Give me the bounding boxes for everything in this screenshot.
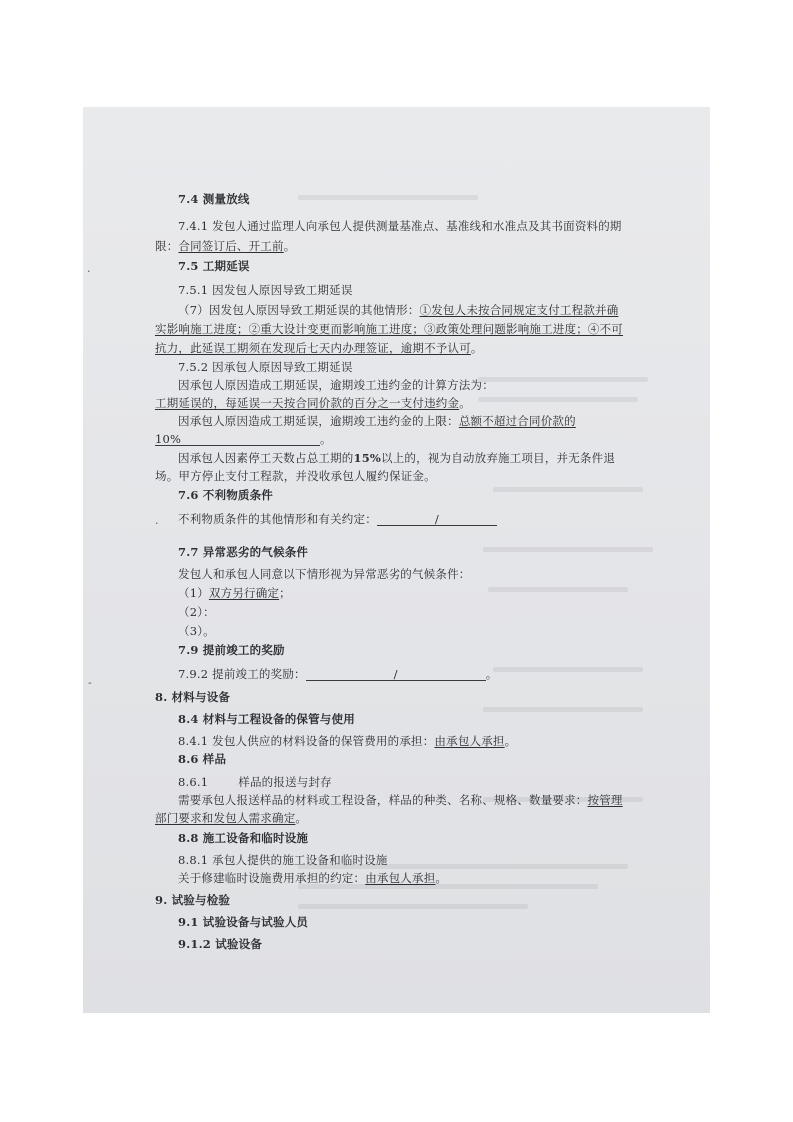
heading-7-5-1: 7.5.1 因发包人原因导致工期延误 — [178, 283, 353, 297]
heading-9: 9. 试验与检验 — [155, 893, 231, 907]
heading-9-1: 9.1 试验设备与试验人员 — [178, 915, 309, 929]
clause-8-6-line1: 需要承包人报送样品的材料或工程设备，样品的种类、名称、规格、数量要求：按管理 — [178, 793, 623, 807]
heading-8-6: 8.6 样品 — [178, 752, 227, 766]
clause-7-5-2-line2: 工期延误的，每延误一天按合同价款的百分之一支付违约金。 — [155, 396, 471, 410]
clause-8-8-line1: 关于修建临时设施费用承担的约定：由承包人承担。 — [178, 871, 448, 885]
clause-7-4-1-line2: 限：合同签订后、开工前。 — [155, 239, 296, 253]
heading-7-5-2: 7.5.2 因承包人原因导致工期延误 — [178, 360, 353, 374]
clause-7-5-2-line5: 因承包人因素停工天数占总工期的15%以上的，视为自动放弃施工项目，并无条件退 — [178, 451, 616, 465]
clause-7-9-2: 7.9.2 提前竣工的奖励： / 。 — [178, 667, 498, 681]
scan-speck: · — [155, 517, 159, 530]
clause-7-5-2-line3: 因承包人原因造成工期延误，逾期竣工违约金的上限：总额不超过合同价款的 — [178, 414, 576, 428]
heading-8-8: 8.8 施工设备和临时设施 — [178, 831, 309, 845]
clause-7-5-2-line1: 因承包人原因造成工期延误，逾期竣工违约金的计算方法为： — [178, 378, 494, 392]
clause-7-4-1-value: 合同签订后、开工前 — [178, 239, 284, 253]
heading-8-8-1: 8.8.1 承包人提供的施工设备和临时设施 — [178, 853, 388, 867]
heading-7-7: 7.7 异常恶劣的气候条件 — [178, 545, 309, 559]
clause-7-6-line1: 不利物质条件的其他情形和有关约定： / — [178, 512, 497, 527]
heading-7-6: 7.6 不利物质条件 — [178, 488, 274, 502]
heading-7-4: 7.4 测量放线 — [178, 192, 250, 206]
scan-speck: - — [88, 676, 92, 689]
clause-7-9-2-value: / — [306, 668, 486, 681]
clause-7-7-line1: 发包人和承包人同意以下情形视为异常恶劣的气候条件： — [178, 567, 471, 581]
clause-7-5-1-line2: 实影响施工进度；②重大设计变更而影响施工进度；③政策处理问题影响施工进度；④不可 — [155, 322, 623, 336]
clause-7-7-item3: （3）。 — [178, 624, 215, 638]
clause-8-6-line2: 部门要求和发包人需求确定。 — [155, 811, 308, 825]
heading-8-6-1: 8.6.1 样品的报送与封存 — [178, 775, 332, 789]
heading-8: 8. 材料与设备 — [155, 690, 231, 704]
clause-7-5-2-line4: 10% 。 — [155, 432, 332, 446]
clause-7-7-item1: （1）双方另行确定； — [178, 586, 291, 600]
clause-7-5-2-line6: 场。甲方停止支付工程款，并没收承包人履约保证金。 — [155, 469, 436, 483]
scan-speck: · — [87, 265, 91, 278]
heading-9-1-2: 9.1.2 试验设备 — [178, 937, 263, 951]
clause-8-4-1: 8.4.1 发包人供应的材料设备的保管费用的承担：由承包人承担。 — [178, 734, 517, 748]
clause-7-6-value: / — [377, 513, 497, 526]
heading-7-9: 7.9 提前竣工的奖励 — [178, 643, 285, 657]
clause-7-7-item2: （2）： — [178, 605, 215, 619]
clause-7-5-1-line3: 抗力，此延误工期须在发现后七天内办理签证，逾期不予认可。 — [155, 341, 483, 355]
clause-7-4-1-line1: 7.4.1 发包人通过监理人向承包人提供测量基准点、基准线和水准点及其书面资料的期 — [178, 219, 622, 233]
clause-7-5-1-line1: （7）因发包人原因导致工期延误的其他情形：①发包人未按合同规定支付工程款并确 — [178, 303, 619, 317]
heading-7-5: 7.5 工期延误 — [178, 259, 250, 273]
heading-8-4: 8.4 材料与工程设备的保管与使用 — [178, 712, 355, 726]
